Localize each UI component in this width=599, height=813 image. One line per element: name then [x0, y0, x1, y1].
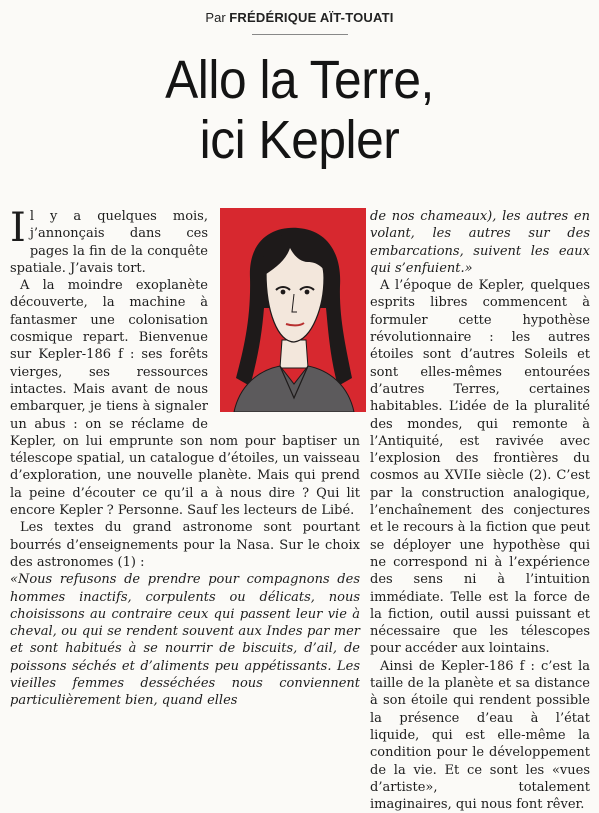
- byline-divider: [252, 34, 348, 35]
- dropcap: I: [10, 205, 26, 251]
- byline-prefix: Par: [205, 10, 226, 25]
- right-column: [370, 208, 590, 813]
- paragraph-2: A la moindre exoplanète découverte, la machine à fantasmer une colonisation cosmique repart. Bienvenue sur Kepler-186 f : ses forêts vierges, ses ressources intactes. Mais avant de nous embarquer, je tiens à signaler un abus : on se réclame de Kepler, on lui emprunte son nom pour baptiser un télescope spatial, un catalogue d’étoiles, un vaisseau d’exploration, une nouvelle planète. Mais qui prend la peine d’écouter ce qu’il a à nous dire ? Qui lit encore Kepler ? Personne. Sauf les lecteurs de Libé.: [10, 278, 360, 519]
- headline-line-2: ici Kepler: [199, 110, 400, 170]
- kepler-quote-end: de nos chameaux), les autres en volant, les autres sur des embarcations, suivent les eaux qui s’enfuient.»: [370, 209, 590, 276]
- headline: [24, 50, 575, 170]
- paragraph-3: Les textes du grand astronome sont pourtant bourrés d’enseignements pour la Nasa. Sur le choix des astronomes (1) :: [10, 520, 360, 570]
- kepler-quote: «Nous refusons de prendre pour compagnons des hommes inactifs, corpulents ou délicats, nous choisissons au contraire ceux qui passent leur vie à cheval, ou qui se rendent souvent aux Indes par mer et sont habitués à se nourrir de biscuits, d’ail, de poissons séchés et d’aliments peu appétissants. Les vieilles femmes desséchées nous conviennent particulièrement bien, quand elles: [10, 572, 360, 709]
- byline: [0, 10, 599, 25]
- byline-author: FRÉDÉRIQUE AÏT-TOUATI: [229, 10, 394, 25]
- headline-line-1: Allo la Terre,: [165, 50, 434, 110]
- paragraph-5: Ainsi de Kepler-186 f : c’est la taille de la planète et sa distance à son étoile qui rendent possible la présence d’eau à l’état liquide, qui est elle-même la condition pour le développement de la vie. Et ce sont les «vues d’artiste», totalement imaginaires, qui nous font rêver.: [370, 658, 590, 813]
- author-portrait-illustration: [220, 208, 366, 412]
- paragraph-intro-text: l y a quelques mois, j’annonçais dans ces pages la fin de la conquête spatiale. J’avais tort.: [10, 209, 208, 276]
- paragraph-4: A l’époque de Kepler, quelques esprits libres commencent à formuler cette hypothèse révolutionnaire : les autres étoiles sont d’autres Soleils et sont elles-mêmes entourées d’autres Terres, certaines habitables. L’idée de la pluralité des mondes, qui remonte à l’Antiquité, est ravivée avec l’explosion des frontières du cosmos au XVIIe siècle (2). C’est par la construction analogique, l’enchaînement des conjectures et le recours à la fiction que peut se déployer une hypothèse qui ne correspond ni à l’expérience des sens ni à l’intuition immédiate. Telle est la force de la fiction, outil aussi puissant et nécessaire que les télescopes pour accéder aux lointains.: [370, 278, 590, 657]
- portrait-drawing: [220, 208, 366, 412]
